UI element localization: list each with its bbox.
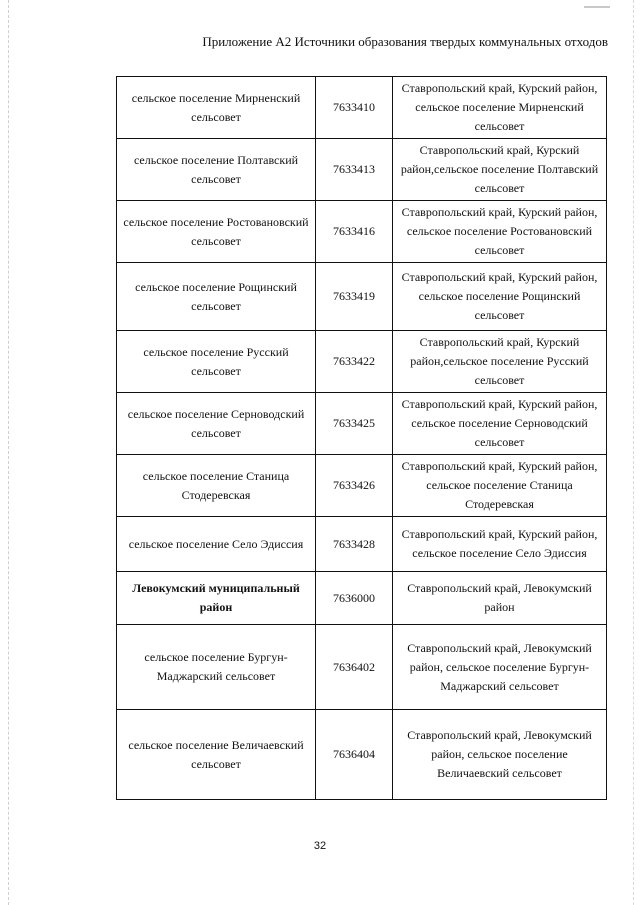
location-cell: Ставропольский край, Левокумский район, сельское поселение Бургун-Маджарский сельсовет (393, 625, 607, 710)
oktmo-code-cell: 7633422 (316, 331, 393, 393)
location-cell: Ставропольский край, Курский район, сельское поселение Село Эдиссия (393, 517, 607, 572)
settlement-name-cell: сельское поселение Мирненский сельсовет (117, 77, 316, 139)
sources-table (116, 76, 607, 800)
settlement-name-cell: сельское поселение Ростовановский сельсовет (117, 201, 316, 263)
scan-mark (584, 6, 610, 8)
settlement-name-cell: сельское поселение Величаевский сельсовет (117, 710, 316, 800)
location-cell: Ставропольский край, Курский район, сельское поселение Серноводский сельсовет (393, 393, 607, 455)
table-row (117, 77, 607, 139)
settlement-name-cell: сельское поселение Русский сельсовет (117, 331, 316, 393)
oktmo-code-cell: 7636000 (316, 572, 393, 625)
table-row (117, 393, 607, 455)
settlement-name-cell: сельское поселение Серноводский сельсовет (117, 393, 316, 455)
oktmo-code-cell: 7633413 (316, 139, 393, 201)
scan-edge-left (8, 0, 9, 905)
settlement-name-cell: сельское поселение Село Эдиссия (117, 517, 316, 572)
oktmo-code-cell: 7633419 (316, 263, 393, 331)
table-row (117, 331, 607, 393)
table-row (117, 517, 607, 572)
oktmo-code-cell: 7633425 (316, 393, 393, 455)
location-cell: Ставропольский край, Курский район, сельское поселение Мирненский сельсовет (393, 77, 607, 139)
table-row (117, 625, 607, 710)
table-row (117, 201, 607, 263)
page-header-title: Приложение А2 Источники образования твердых коммунальных отходов (202, 34, 608, 49)
location-cell: Ставропольский край, Курский район, сельское поселение Рощинский сельсовет (393, 263, 607, 331)
location-cell: Ставропольский край, Курский район, сельское поселение Станица Стодеревская (393, 455, 607, 517)
settlement-name-cell: сельское поселение Полтавский сельсовет (117, 139, 316, 201)
location-cell: Ставропольский край, Левокумский район, сельское поселение Величаевский сельсовет (393, 710, 607, 800)
location-cell: Ставропольский край, Курский район,сельское поселение Русский сельсовет (393, 331, 607, 393)
table-row (117, 455, 607, 517)
oktmo-code-cell: 7636402 (316, 625, 393, 710)
location-cell: Ставропольский край, Курский район,сельское поселение Полтавский сельсовет (393, 139, 607, 201)
table-row (117, 710, 607, 800)
table-row (117, 139, 607, 201)
table-row (117, 263, 607, 331)
oktmo-code-cell: 7636404 (316, 710, 393, 800)
oktmo-code-cell: 7633426 (316, 455, 393, 517)
page-number: 32 (313, 840, 327, 852)
oktmo-code-cell: 7633410 (316, 77, 393, 139)
oktmo-code-cell: 7633428 (316, 517, 393, 572)
settlement-name-cell: сельское поселение Бургун-Маджарский сельсовет (117, 625, 316, 710)
location-cell: Ставропольский край, Левокумский район (393, 572, 607, 625)
table-row-district (117, 572, 607, 625)
scan-edge-right (633, 0, 634, 905)
district-name-cell: Левокумский муниципальный район (117, 572, 316, 625)
settlement-name-cell: сельское поселение Рощинский сельсовет (117, 263, 316, 331)
settlement-name-cell: сельское поселение Станица Стодеревская (117, 455, 316, 517)
location-cell: Ставропольский край, Курский район, сельское поселение Ростовановский сельсовет (393, 201, 607, 263)
oktmo-code-cell: 7633416 (316, 201, 393, 263)
